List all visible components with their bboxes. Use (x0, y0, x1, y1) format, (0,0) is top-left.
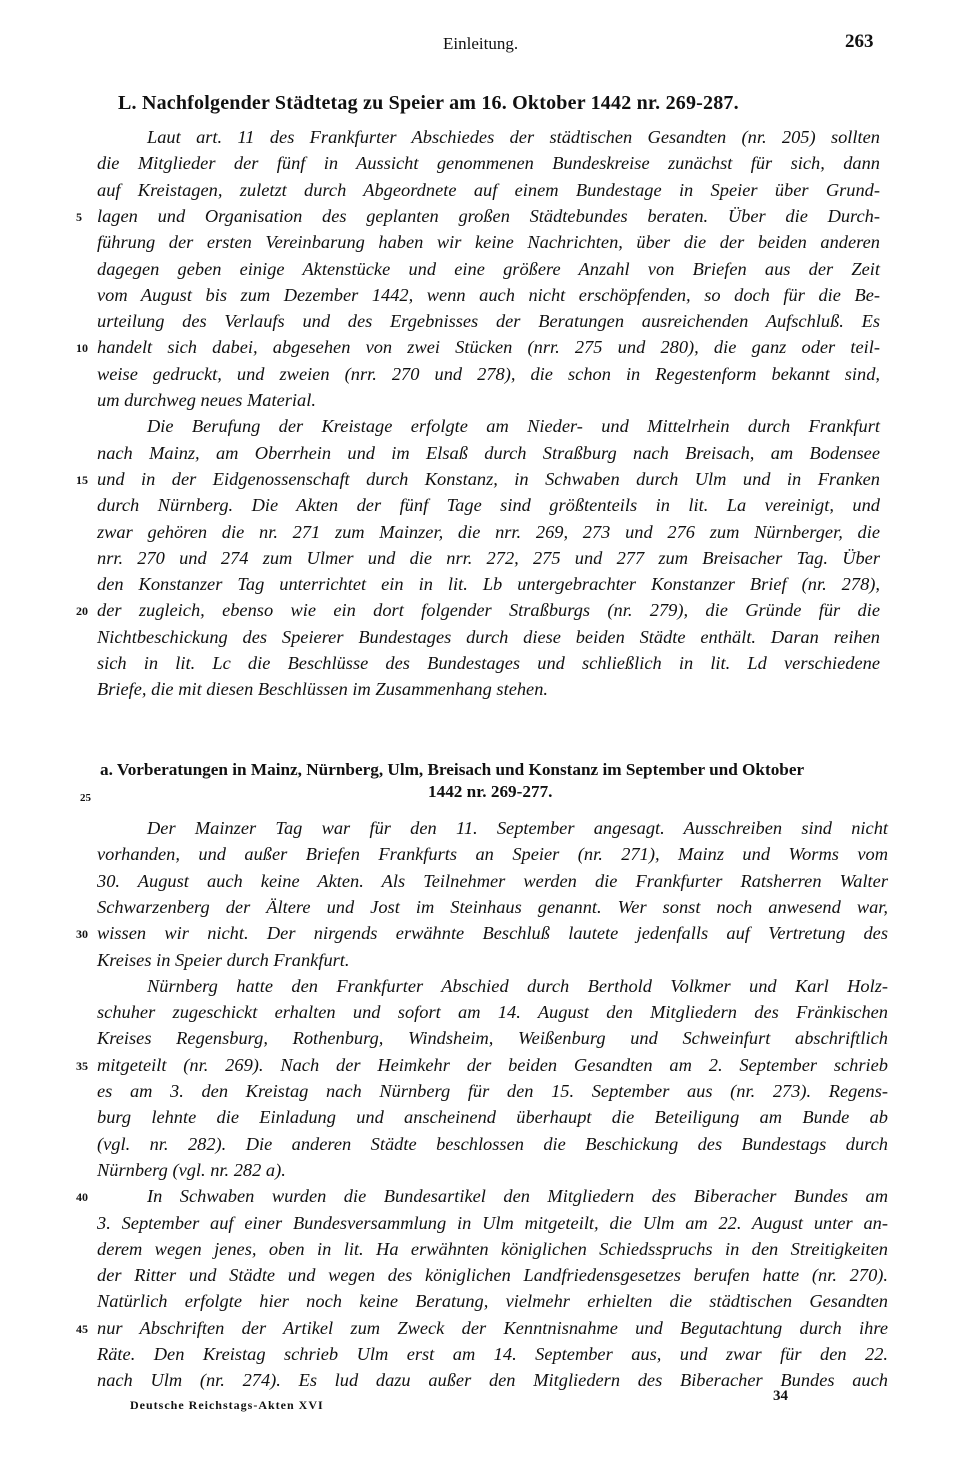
line-text: führung der ersten Vereinbarung haben wir keine Nachrichten, über die der beiden anderen (97, 232, 880, 253)
line-number: 5 (76, 209, 82, 224)
line-text: wissen wir nicht. Der nirgends erwähnte Beschluß lautete jedenfalls auf Vertretung des (97, 923, 888, 944)
subsection-title-line-1: a. Vorberatungen in Mainz, Nürnberg, Ulm, Breisach und Konstanz im September und Oktober (100, 760, 805, 779)
subsection-title-line-2: 1442 nr. 269-277. (428, 782, 553, 801)
line-text: Räte. Den Kreistag schrieb Ulm erst am 14. September aus, und zwar für den 22. (97, 1344, 888, 1364)
line-text: Kreises Regensburg, Rothenburg, Windsheim, Weißenburg und Schweinfurt abschriftlich (97, 1028, 888, 1049)
line-text: der zugleich, ebenso wie ein dort folgender Straßburgs (nr. 279), die Gründe für die (97, 600, 880, 621)
line-text: vom August bis zum Dezember 1442, wenn auch nicht erschöpfenden, so doch für die Be- (97, 284, 880, 305)
line-text: es am 3. den Kreistag nach Nürnberg für den 15. September aus (nr. 273). Regens- (97, 1081, 888, 1101)
line-text: Laut art. 11 des Frankfurter Abschiedes der städtischen Gesandten (nr. 205) sollten (147, 127, 880, 147)
line-text: auf Kreistagen, zuletzt durch Abgeordnete auf einem Bundestage in Speier über Grund- (97, 179, 880, 200)
signature-number: 34 (773, 1388, 788, 1404)
line-text: nur Abschriften der Artikel zum Zweck der Kenntnisnahme und Begutachtung durch ihre (97, 1317, 888, 1338)
line-text: nach Mainz, am Oberrhein und im Elsaß durch Straßburg nach Breisach, am Bodensee (97, 442, 880, 463)
line-text: Der Mainzer Tag war für den 11. September angesagt. Ausschreiben sind nicht (147, 818, 888, 838)
line-number: 30 (76, 927, 88, 942)
line-text: burg lehnte die Einladung und anscheinend überhaupt die Beteiligung am Bunde ab (97, 1107, 888, 1128)
line-number: 45 (76, 1321, 88, 1336)
line-text: Nürnberg (vgl. nr. 282 a). (97, 1159, 286, 1180)
line-number: 15 (76, 472, 88, 487)
line-text: zwar gehören die nr. 271 zum Mainzer, die nrr. 269, 273 und 276 zum Nürnberger, die (97, 521, 880, 542)
line-text: Natürlich erfolgte hier noch keine Beratung, vielmehr erhielten die städtischen Gesandten (97, 1291, 888, 1312)
line-text: Nürnberg hatte den Frankfurter Abschied durch Berthold Volkmer und Karl Holz- (147, 975, 888, 996)
line-text: lagen und Organisation des geplanten großen Städtebundes beraten. Über die Durch- (97, 205, 880, 226)
line-text: nrr. 270 und 274 zum Ulmer und die nrr. 272, 275 und 277 zum Breisacher Tag. Über (97, 547, 880, 568)
line-text: weise gedruckt, und zweien (nrr. 270 und 278), die schon in Regestenform bekannt sind, (97, 363, 880, 384)
line-text: schuher zugeschickt erhalten und sofort am 14. August den Mitgliedern des Fränkischen (97, 1002, 888, 1023)
line-number: 20 (76, 604, 88, 619)
running-header: Einleitung. (443, 34, 519, 53)
line-text: derem wegen jenes, oben in lit. Ha erwähnten königlichen Schiedsspruchs in den Streitigkeiten (97, 1238, 888, 1259)
line-text: den Konstanzer Tag unterrichtet ein in lit. Lb untergebrachter Konstanzer Brief (nr. 278), (97, 574, 880, 595)
line-text: handelt sich dabei, abgesehen von zwei Stücken (nrr. 275 und 280), die ganz oder teil- (97, 337, 880, 358)
subsection-line-number: 25 (80, 792, 91, 804)
line-text: 3. September auf einer Bundesversammlung in Ulm mitgeteilt, die Ulm am 22. August unter an- (97, 1212, 888, 1233)
line-number: 40 (76, 1190, 88, 1205)
line-text: Die Berufung der Kreistage erfolgte am Nieder- und Mittelrhein durch Frankfurt (147, 416, 880, 437)
line-text: sich in lit. Lc die Beschlüsse des Bundestages und schließlich in lit. Ld verschiedene (97, 653, 880, 673)
line-text: und in der Eidgenossenschaft durch Konstanz, in Schwaben durch Ulm und in Franken (97, 468, 880, 489)
line-text: urteilung des Verlaufs und des Ergebnisses der Beratungen ausreichenden Aufschluß. Es (97, 311, 880, 332)
line-text: Kreises in Speier durch Frankfurt. (97, 949, 350, 970)
page-number: 263 (845, 31, 874, 52)
line-text: der Ritter und Städte und wegen des königlichen Landfriedensgesetzes berufen hatte (nr. 270). (97, 1265, 888, 1286)
line-text: vorhanden, und außer Briefen Frankfurts an Speier (nr. 271), Mainz und Worms vom (97, 844, 888, 865)
line-text: In Schwaben wurden die Bundesartikel den Mitgliedern des Biberacher Bundes am (147, 1186, 888, 1207)
line-number: 10 (76, 341, 88, 356)
line-number: 35 (76, 1058, 88, 1073)
line-text: mitgeteilt (nr. 269). Nach der Heimkehr der beiden Gesandten am 2. September schrieb (97, 1054, 888, 1075)
line-text: 30. August auch keine Akten. Als Teilnehmer werden die Frankfurter Ratsherren Walter (97, 870, 888, 891)
line-text: um durchweg neues Material. (97, 390, 316, 410)
line-text: Briefe, die mit diesen Beschlüssen im Zusammenhang stehen. (97, 679, 549, 700)
line-text: Nichtbeschickung des Speierer Bundestages durch diese beiden Städte enthält. Daran reihen (97, 626, 880, 647)
footer-source: Deutsche Reichstags-Akten XVI (130, 1398, 324, 1412)
line-text: durch Nürnberg. Die Akten der fünf Tage sind größtenteils in lit. La vereinigt, und (97, 495, 880, 516)
section-title: L. Nachfolgender Städtetag zu Speier am 16. Oktober 1442 nr. 269-287. (118, 92, 739, 114)
line-text: dagegen geben einige Aktenstücke und eine größere Anzahl von Briefen aus der Zeit (97, 258, 880, 279)
line-text: (vgl. nr. 282). Die anderen Städte beschlossen die Beschickung des Bundestags durch (97, 1133, 888, 1154)
line-text: die Mitglieder der fünf in Aussicht genommenen Bundeskreise zunächst für sich, dann (97, 153, 880, 174)
line-text: Schwarzenberg der Ältere und Jost im Steinhaus genannt. Wer sonst noch anwesend war, (97, 896, 888, 917)
line-text: nach Ulm (nr. 274). Es lud dazu außer den Mitgliedern des Biberacher Bundes auch (97, 1370, 888, 1391)
